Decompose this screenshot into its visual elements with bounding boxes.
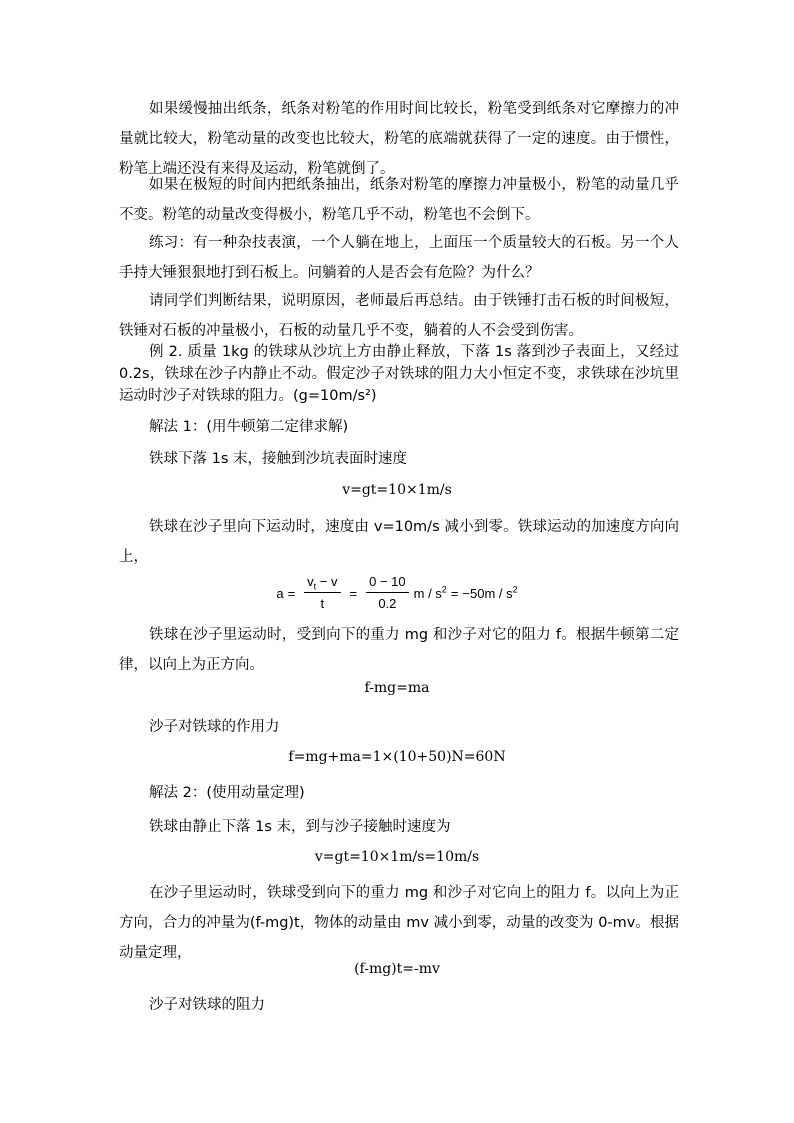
paragraph-velocity-at-contact-2: 铁球由静止下落 1s 末，到与沙子接触时速度为 <box>149 819 451 835</box>
paragraph-fast-pull: 如果在极短的时间内把纸条抽出，纸条对粉笔的摩擦力冲量极小，粉笔的动量几乎不变。粉笔的动量改变得极小，粉笔几乎不动，粉笔也不会倒下。 <box>119 177 679 223</box>
fraction-denominator: t <box>320 596 325 611</box>
paragraph-exercise: 练习：有一种杂技表演，一个人躺在地上，上面压一个质量较大的石板。另一个人手持大锤狠狠地打到石板上。问躺着的人是否会有危险？为什么？ <box>119 235 679 281</box>
fraction-velocity-change <box>304 574 340 612</box>
equation-force-result: f=mg+ma=1×(10+50)N=60N <box>288 749 506 765</box>
equals-sign: = <box>450 585 459 601</box>
acceleration-result: $-50m / s^2$ <box>462 584 518 601</box>
fraction-numerator: 0 − 10 <box>366 574 409 593</box>
equation-momentum-theorem: (f-mg)t=-mv <box>354 961 440 977</box>
equation-acceleration <box>0 568 794 618</box>
equals-sign: = <box>287 585 296 601</box>
paragraph-forces: 铁球在沙子里运动时，受到向下的重力 mg 和沙子对它的阻力 f。根据牛顿第二定律，以向上为正方向。 <box>119 627 679 673</box>
paragraph-method-1-heading: 解法 1：(用牛顿第二定律求解) <box>149 419 349 435</box>
paragraph-slow-pull: 如果缓慢抽出纸条，纸条对粉笔的作用时间比较长，粉笔受到纸条对它摩擦力的冲量就比较大，粉笔动量的改变也比较大，粉笔的底端就获得了一定的速度。由于惯性，粉笔上端还没有来得及运动，粉笔就倒了。 <box>119 101 679 177</box>
paragraph-impulse: 在沙子里运动时，铁球受到向下的重力 mg 和沙子对它向上的阻力 f。以向上为正方向，合力的冲量为(f-mg)t，物体的动量由 mv 减小到零，动量的改变为 0-mv。根据动量定理， <box>119 885 679 961</box>
acceleration-unit: m / $s^2$ <box>413 584 447 601</box>
paragraph-example-2: 例 2. 质量 1kg 的铁球从沙坑上方由静止释放，下落 1s 落到沙子表面上，又经过 0.2s，铁球在沙子内静止不动。假定沙子对铁球的阻力大小恒定不变，求铁球在沙坑里运动时沙子对铁球的阻力。(g=10m/s²) <box>119 344 679 404</box>
equation-newton-second-law: f-mg=ma <box>364 680 430 696</box>
paragraph-velocity-at-contact: 铁球下落 1s 末，接触到沙坑表面时速度 <box>149 451 407 467</box>
fraction-numerator: $v_t - v$ <box>304 574 340 593</box>
equation-acceleration-lhs: a <box>276 585 284 601</box>
paragraph-sand-force: 沙子对铁球的作用力 <box>149 719 280 735</box>
equals-sign: = <box>349 585 358 601</box>
fraction-denominator: 0.2 <box>378 596 397 611</box>
paragraph-method-2-heading: 解法 2：(使用动量定理) <box>149 785 305 801</box>
paragraph-sand-resistance: 沙子对铁球的阻力 <box>149 997 265 1013</box>
equation-velocity-2: v=gt=10×1m/s=10m/s <box>314 849 480 865</box>
fraction-numeric <box>366 574 409 612</box>
equation-velocity: v=gt=10×1m/s <box>342 482 452 498</box>
paragraph-deceleration: 铁球在沙子里向下运动时，速度由 v=10m/s 减小到零。铁球运动的加速度方向向上， <box>119 519 679 565</box>
paragraph-exercise-answer: 请同学们判断结果，说明原因，老师最后再总结。由于铁锤打击石板的时间极短，铁锤对石板的冲量极小，石板的动量几乎不变，躺着的人不会受到伤害。 <box>119 293 679 339</box>
